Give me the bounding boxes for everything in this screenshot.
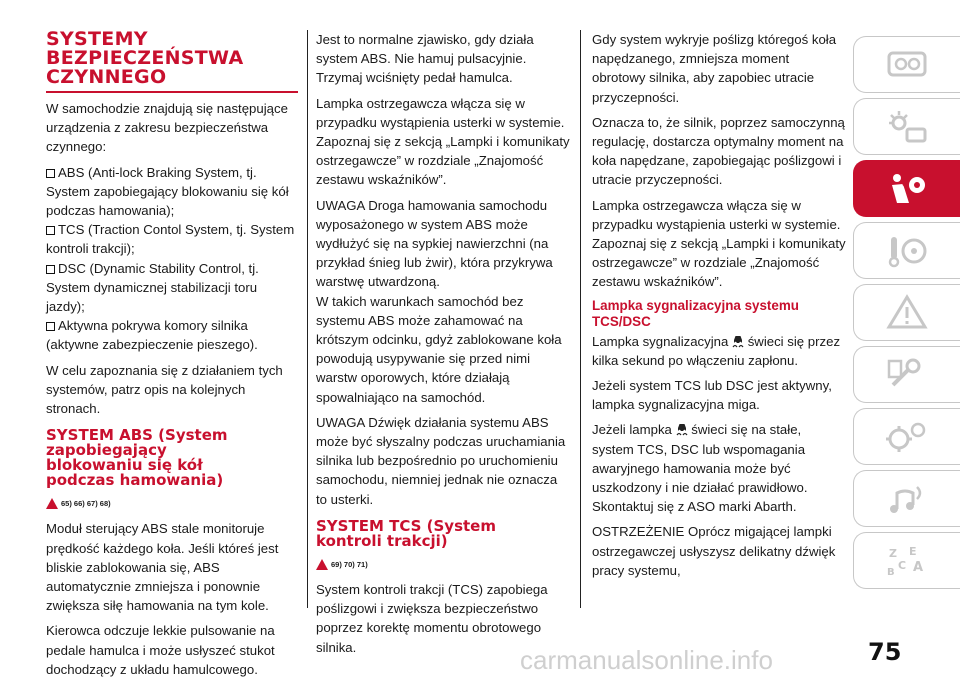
abs-paragraph-1: Moduł sterujący ABS stale monitoruje prędkość każdego koła. Jeśli któreś jest bliskie zablokowania się, ABS automatycznie zmniejsza i ponownie zwiększa siłę hamowania na tym kole. [46, 521, 279, 614]
column-1 [46, 30, 298, 685]
multimedia-icon [883, 479, 931, 519]
safety-airbag-icon [883, 169, 931, 209]
tcs-warning-refs: 69) 70) 71) [316, 555, 570, 574]
svg-text:Z: Z [889, 546, 897, 560]
technical-data-icon [883, 417, 931, 457]
svg-text:E: E [909, 544, 917, 558]
list-item: DSC (Dynamic Stability Control, tj. System dynamicznej stabilizacji toru jazdy); [46, 260, 259, 315]
list-item: Aktywna pokrywa komory silnika (aktywne zabezpieczenie pieszego). [46, 318, 258, 353]
maintenance-icon [883, 355, 931, 395]
bullet-icon [46, 265, 55, 274]
tcs-paragraph-3: Oznacza to, że silnik, poprzez samoczynną regulację, dostarcza optymalny moment na koła napędzane, zapobiegając poślizgowi i utracie przyczepności. [592, 114, 845, 188]
lamp-paragraph-2: Jeżeli system TCS lub DSC jest aktywny, lampka sygnalizacyjna miga. [592, 378, 832, 413]
skidding-car-icon [732, 334, 744, 348]
tab-safety[interactable] [853, 160, 960, 217]
tab-emergency[interactable] [853, 284, 960, 341]
svg-text:C: C [898, 558, 907, 572]
bullet-icon [46, 322, 55, 331]
column-divider [307, 30, 308, 608]
skidding-car-icon [676, 422, 688, 436]
tab-technical-data[interactable] [853, 408, 960, 465]
bullet-icon [46, 226, 55, 235]
title-underline [46, 91, 298, 93]
lamp-paragraph-1: Lampka sygnalizacyjna świeci się przez kilka sekund po włączeniu zapłonu. [592, 333, 841, 368]
column-3 [592, 30, 846, 586]
svg-text:A: A [913, 559, 924, 575]
bullet-list [46, 163, 298, 355]
page-number: 75 [868, 638, 902, 666]
abs-paragraph-2: Kierowca odczuje lekkie pulsowanie na pedale hamulca i może usłyszeć stukot dochodzący z układu hamulcowego. [46, 623, 275, 677]
tab-starting-driving[interactable] [853, 222, 960, 279]
lamp-paragraph-3: Jeżeli lampka świeci się na stałe, system TCS, DSC lub wspomagania awaryjnego hamowania może być uszkodzony i nie działać prawidłowo. Skontaktuj się z ASO marki Abarth. [592, 422, 808, 515]
abs-paragraph-3: Jest to normalne zjawisko, gdy działa system ABS. Nie hamuj pulsacyjnie. Trzymaj wciśnięty pedał hamulca. [316, 32, 534, 86]
intro-paragraph: W samochodzie znajdują się następujące urządzenia z zakresu bezpieczeństwa czynnego: [46, 101, 288, 155]
abs-note-continued: W takich warunkach samochód bez systemu ABS może zahamować na krótszym odcinku, gdyż zablokowane koła powodują usypywanie się przed nimi warstw oporowych, które działają spowalniająco na samochód. [316, 293, 562, 405]
tab-index[interactable] [853, 532, 960, 589]
emergency-icon [883, 293, 931, 333]
abs-warning-refs: 65) 66) 67) 68) [46, 494, 298, 513]
chapter-title: SYSTEMY BEZPIECZEŃSTWA CZYNNEGO [46, 28, 244, 88]
warning-triangle-icon [46, 498, 58, 509]
column-2 [316, 30, 570, 663]
abs-warning-light-paragraph: Lampka ostrzegawcza włącza się w przypadku wystąpienia usterki w systemie. Zapoznaj się z sekcją „Lampki i komunikaty ostrzegawcze” w rozdziale „Znajomość zestawu wskaźników”. [316, 95, 570, 188]
tcs-section-title: SYSTEM TCS (System kontroli trakcji) [316, 516, 496, 550]
chapter-tabs [853, 36, 960, 594]
svg-text:B: B [887, 566, 895, 578]
list-item: ABS (Anti-lock Braking System, tj. System zapobiegający blokowaniu się kół podczas hamowania); [46, 164, 289, 219]
starting-driving-icon [883, 231, 931, 271]
tcs-paragraph-1: System kontroli trakcji (TCS) zapobiega poślizgowi i zwiększa bezpieczeństwo poprzez korektę momentu obrotowego silnika. [316, 582, 548, 655]
warning-paragraph: OSTRZEŻENIE Oprócz migającej lampki ostrzegawczej usłyszysz delikatny dźwięk pracy systemu, [592, 524, 836, 578]
car-dashboard-icon [883, 45, 931, 85]
index-icon [883, 541, 931, 581]
tab-multimedia[interactable] [853, 470, 960, 527]
warning-triangle-icon [316, 559, 328, 570]
tcs-paragraph-2: Gdy system wykryje poślizg któregoś koła napędzanego, zmniejsza moment obrotowy silnika, aby zapobiec utracie przyczepności. [592, 32, 837, 105]
abs-section-title: SYSTEM ABS (System zapobiegający blokowaniu się kół podczas hamowania) [46, 426, 228, 490]
warning-lights-icon [883, 107, 931, 147]
list-item: TCS (Traction Contol System, tj. System kontroli trakcji); [46, 222, 295, 257]
tcs-warning-light-paragraph: Lampka ostrzegawcza włącza się w przypadku wystąpienia usterki w systemie. Zapoznaj się z sekcją „Lampki i komunikaty ostrzegawcze” w rozdziale „Znajomość zestawu wskaźników”. [592, 197, 846, 290]
tcs-dsc-lamp-title: Lampka sygnalizacyjna systemu TCS/DSC [592, 297, 799, 329]
info-paragraph: W celu zapoznania się z działaniem tych systemów, patrz opis na kolejnych stronach. [46, 362, 283, 417]
abs-note-paragraph: UWAGA Droga hamowania samochodu wyposażonego w system ABS może wydłużyć się na sypkiej nawierzchni (na przykład śnieg lub żwir), która przykrywa warstwę utwardzoną. [316, 197, 553, 290]
tab-warning-lights[interactable] [853, 98, 960, 155]
abs-sound-note: UWAGA Dźwięk działania systemu ABS może być słyszalny podczas uruchamiania silnika lub bezpośrednio po uruchomieniu samochodu, niemniej jednak nie oznacza to usterki. [316, 414, 566, 507]
tab-maintenance[interactable] [853, 346, 960, 403]
bullet-icon [46, 169, 55, 178]
tab-dashboard[interactable] [853, 36, 960, 93]
column-divider [580, 30, 581, 608]
watermark: carmanualsonline.info [520, 645, 773, 675]
